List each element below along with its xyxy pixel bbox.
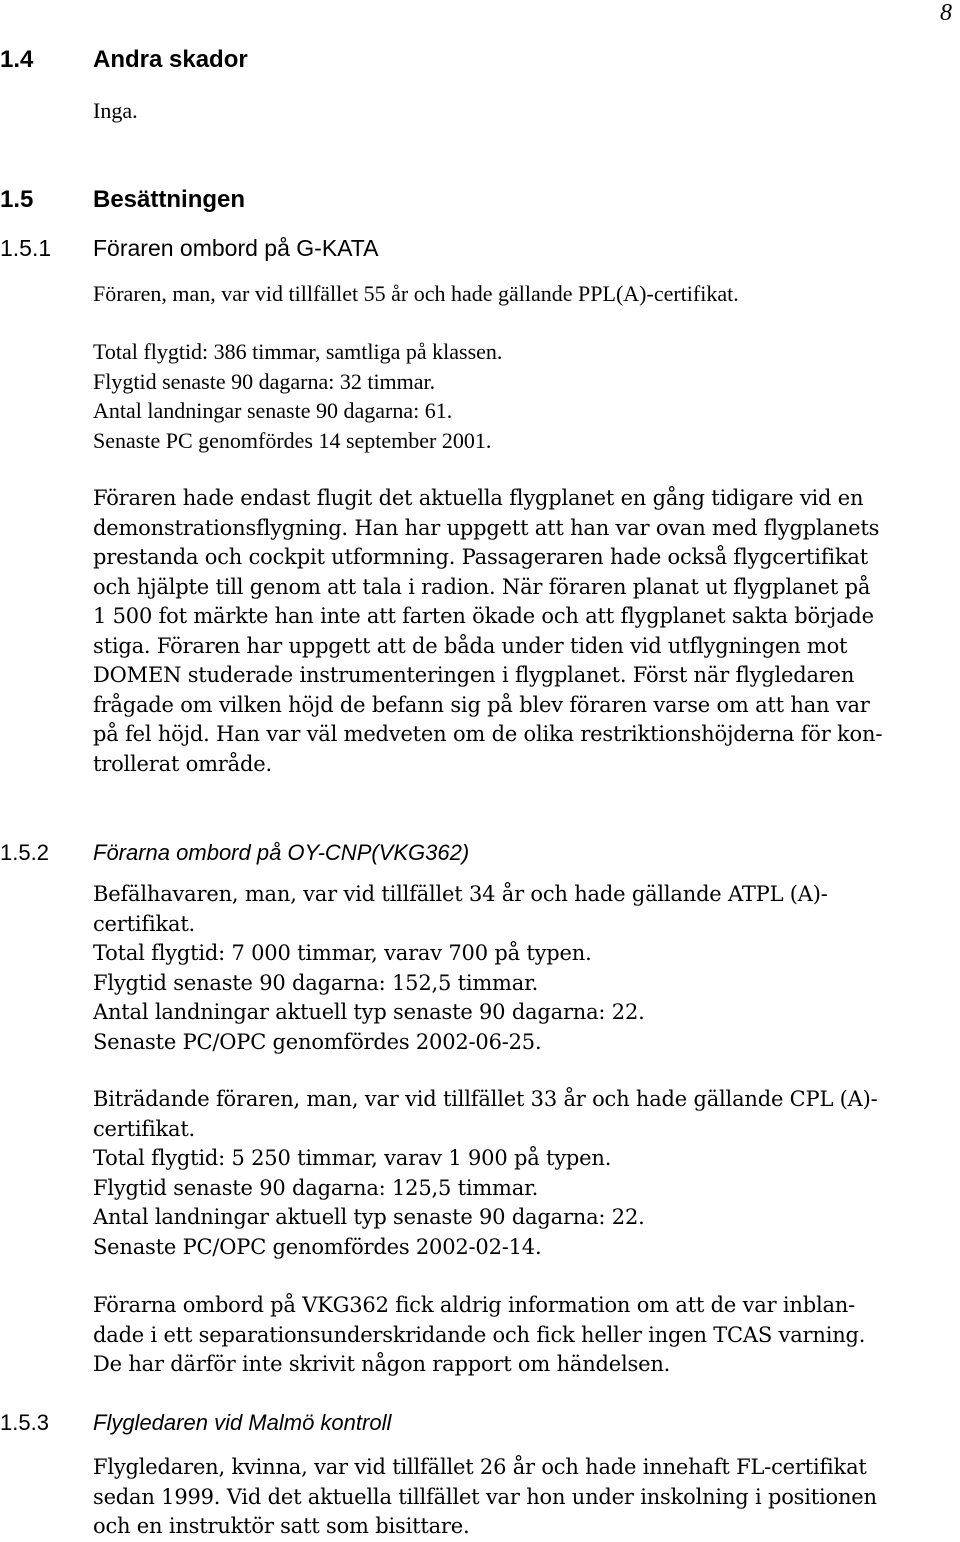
section-number: 1.5.1 bbox=[0, 235, 52, 261]
pilot-stats bbox=[93, 337, 943, 455]
paragraph-line: på fel höjd. Han var väl medveten om de olika restriktionshöjderna för kon- bbox=[93, 722, 883, 746]
paragraph-line: och en instruktör satt som bisittare. bbox=[93, 1514, 470, 1538]
page-number: 8 bbox=[940, 0, 952, 26]
stat-line: Flygtid senaste 90 dagarna: 32 timmar. bbox=[93, 368, 436, 394]
paragraph-line: certifikat. bbox=[93, 911, 196, 936]
paragraph-line: Biträdande föraren, man, var vid tillfället 33 år och hade gällande CPL (A)- bbox=[93, 1087, 878, 1111]
paragraph-line: Senaste PC/OPC genomfördes 2002-02-14. bbox=[93, 1234, 542, 1259]
section-number: 1.4 bbox=[0, 46, 34, 73]
paragraph-line: stiga. Föraren har uppgett att de båda under tiden vid utflygningen mot bbox=[93, 633, 848, 658]
paragraph-line: Flygledaren, kvinna, var vid tillfället 26 år och hade innehaft FL-certifikat bbox=[93, 1455, 867, 1479]
copilot-info bbox=[93, 1085, 943, 1262]
section-body-1-4 bbox=[93, 96, 943, 126]
paragraph-line: trollerat område. bbox=[93, 751, 272, 776]
section-title: Andra skador bbox=[93, 46, 248, 73]
paragraph-line: 1 500 fot märkte han inte att farten ökade och att flygplanet sakta började bbox=[93, 604, 874, 628]
paragraph-line: De har därför inte skrivit någon rapport om händelsen. bbox=[93, 1352, 671, 1376]
section-number: 1.5.2 bbox=[0, 840, 49, 865]
paragraph-line: sedan 1999. Vid det aktuella tillfället var hon under inskolning i positionen bbox=[93, 1484, 877, 1509]
paragraph-line: Flygtid senaste 90 dagarna: 125,5 timmar. bbox=[93, 1175, 539, 1200]
paragraph-line: Antal landningar aktuell typ senaste 90 dagarna: 22. bbox=[93, 1000, 645, 1024]
section-title: Flygledaren vid Malmö kontroll bbox=[93, 1410, 392, 1435]
paragraph-line: Föraren, man, var vid tillfället 55 år och hade gällande PPL(A)-certifikat. bbox=[93, 281, 739, 306]
paragraph-line: Senaste PC/OPC genomfördes 2002-06-25. bbox=[93, 1029, 542, 1054]
section-title: Förarna ombord på OY-CNP(VKG362) bbox=[93, 840, 470, 865]
paragraph-line: Antal landningar aktuell typ senaste 90 dagarna: 22. bbox=[93, 1205, 645, 1229]
captain-info bbox=[93, 880, 943, 1057]
paragraph-line: Befälhavaren, man, var vid tillfället 34 år och hade gällande ATPL (A)- bbox=[93, 882, 828, 906]
paragraph-line: Föraren hade endast flugit det aktuella flygplanet en gång tidigare vid en bbox=[93, 486, 864, 510]
section-number: 1.5.3 bbox=[0, 1410, 49, 1435]
paragraph-line: frågade om vilken höjd de befann sig på blev föraren varse om att han var bbox=[93, 692, 870, 717]
section-title: Föraren ombord på G-KATA bbox=[93, 235, 379, 261]
stat-line: Total flygtid: 386 timmar, samtliga på klassen. bbox=[93, 339, 503, 364]
paragraph-line: Förarna ombord på VKG362 fick aldrig information om att de var inblan- bbox=[93, 1293, 856, 1317]
section-number: 1.5 bbox=[0, 186, 34, 213]
paragraph-line: DOMEN studerade instrumenteringen i flygplanet. Först när flygledaren bbox=[93, 663, 855, 687]
paragraph-line: Flygtid senaste 90 dagarna: 152,5 timmar. bbox=[93, 970, 539, 995]
section-title: Besättningen bbox=[93, 186, 246, 213]
crew-closing bbox=[93, 1291, 943, 1380]
paragraph-line: certifikat. bbox=[93, 1116, 196, 1141]
paragraph-line: prestanda och cockpit utformning. Passageraren hade också flygcertifikat bbox=[93, 545, 868, 569]
paragraph-line: Inga. bbox=[93, 98, 138, 123]
pilot-paragraph bbox=[93, 484, 943, 779]
paragraph-line: Total flygtid: 7 000 timmar, varav 700 på typen. bbox=[93, 941, 592, 965]
paragraph-line: och hjälpte till genom att tala i radion. När föraren planat ut flygplanet på bbox=[93, 574, 871, 599]
controller-info bbox=[93, 1453, 943, 1542]
stat-line: Antal landningar senaste 90 dagarna: 61. bbox=[93, 398, 453, 423]
paragraph-line: demonstrationsflygning. Han har uppgett att han var ovan med flygplanets bbox=[93, 515, 880, 540]
paragraph-line: dade i ett separationsunderskridande och fick heller ingen TCAS varning. bbox=[93, 1322, 866, 1347]
stat-line: Senaste PC genomfördes 14 september 2001. bbox=[93, 427, 492, 453]
paragraph-line: Total flygtid: 5 250 timmar, varav 1 900 på typen. bbox=[93, 1146, 612, 1170]
pilot-intro bbox=[93, 279, 943, 309]
